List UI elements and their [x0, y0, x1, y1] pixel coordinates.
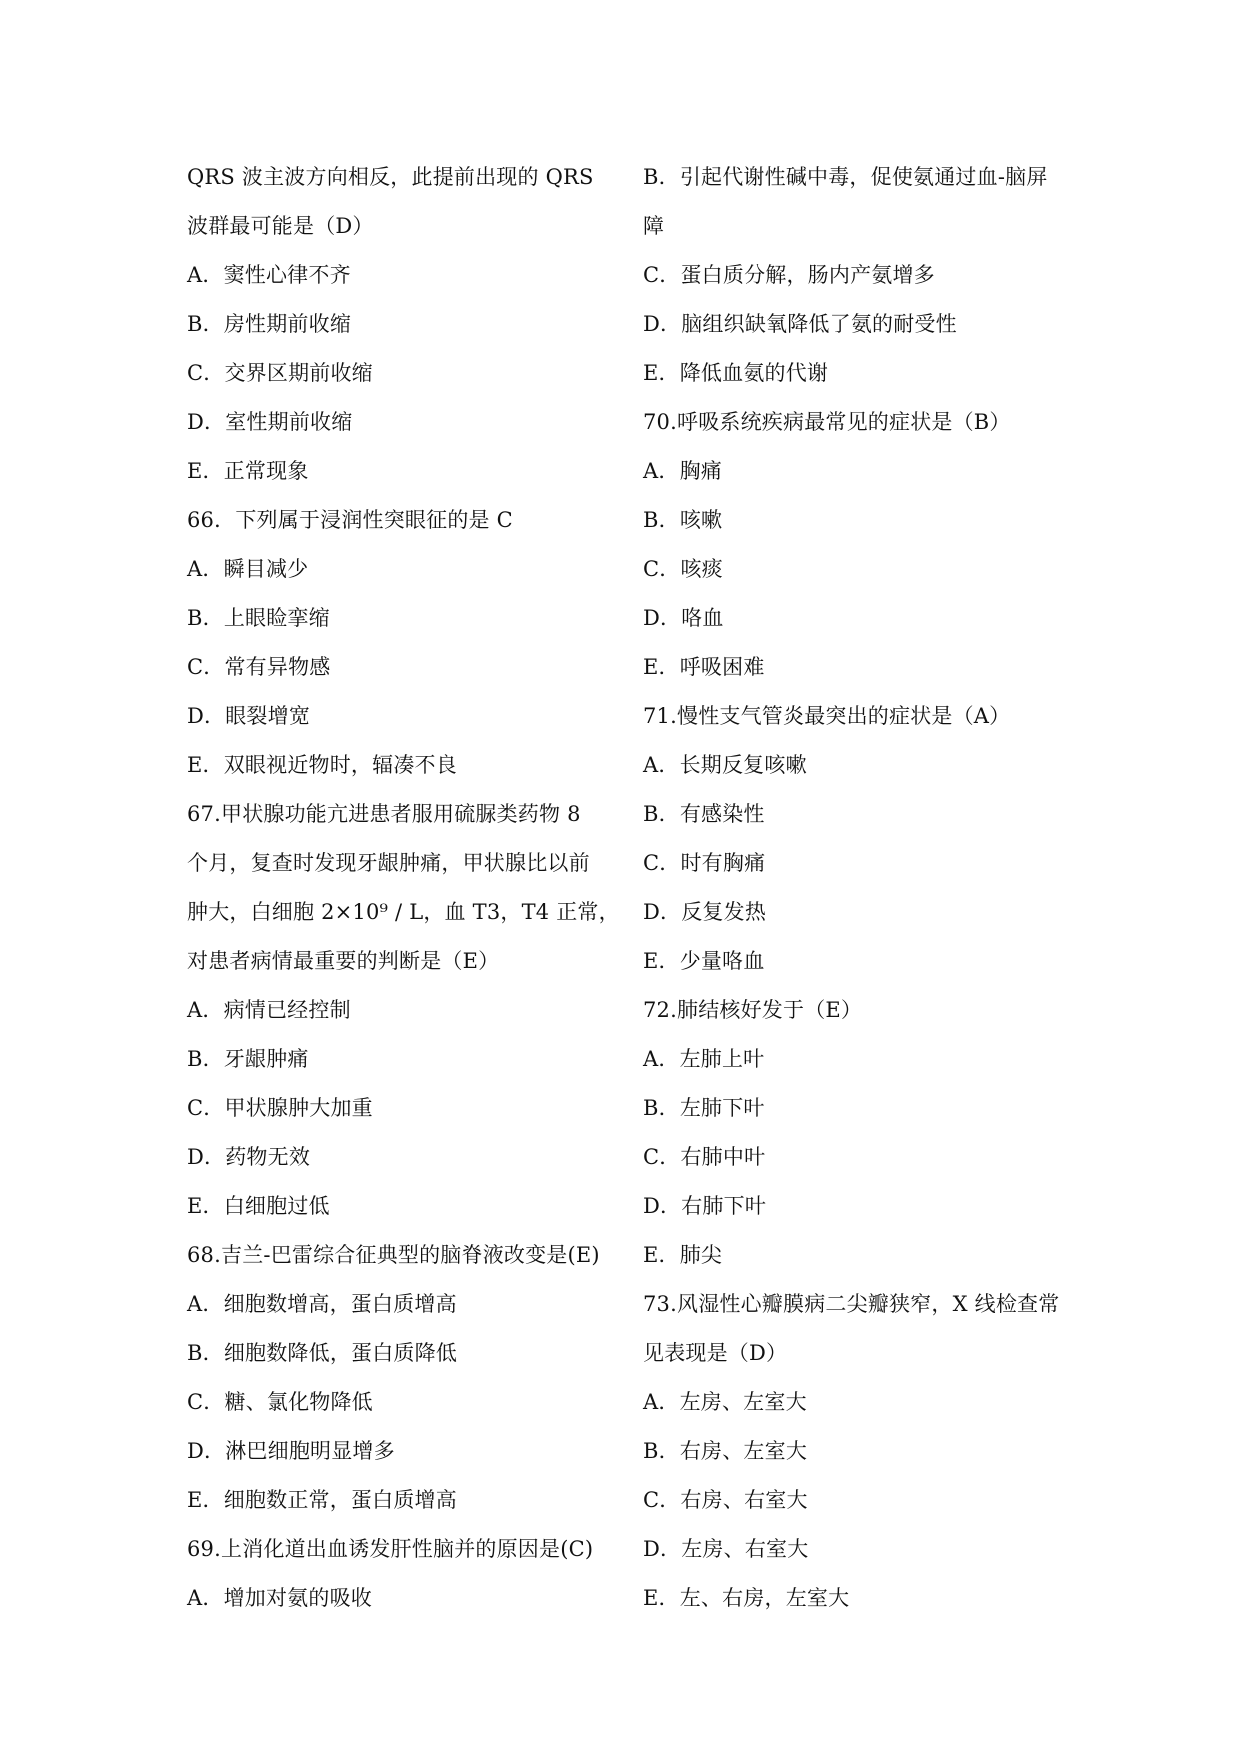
text-line: E．细胞数正常，蛋白质增高 [187, 1488, 457, 1512]
text-line: E．少量咯血 [643, 949, 765, 973]
text-line: D．淋巴细胞明显增多 [187, 1439, 395, 1463]
text-line: B．左肺下叶 [643, 1096, 765, 1120]
question-title: 68.吉兰-巴雷综合征典型的脑脊液改变是(E) [187, 1243, 600, 1267]
right-column [643, 153, 1073, 1623]
text-line: A．瞬目减少 [187, 557, 309, 581]
text-line: A．细胞数增高，蛋白质增高 [187, 1292, 457, 1316]
text-line: D．室性期前收缩 [187, 410, 353, 434]
question-title: 66．下列属于浸润性突眼征的是 C [187, 508, 513, 532]
text-line: E．白细胞过低 [187, 1194, 330, 1218]
text-line: A．左房、左室大 [643, 1390, 807, 1414]
text-line: B．咳嗽 [643, 508, 723, 532]
text-line: C．右房、右室大 [643, 1488, 808, 1512]
text-line: D．眼裂增宽 [187, 704, 311, 728]
text-line: C．甲状腺肿大加重 [187, 1096, 373, 1120]
text-line: D．右肺下叶 [643, 1194, 767, 1218]
text-line: A．长期反复咳嗽 [643, 753, 807, 777]
text-line: B．细胞数降低，蛋白质降低 [187, 1341, 458, 1365]
left-column [187, 153, 620, 1623]
question-title: 70.呼吸系统疾病最常见的症状是（B） [643, 410, 1011, 434]
text-line: E．双眼视近物时，辐凑不良 [187, 753, 457, 777]
text-line: D．反复发热 [643, 900, 767, 924]
text-line: 对患者病情最重要的判断是（E） [187, 949, 500, 973]
question-title: 71.慢性支气管炎最突出的症状是（A） [643, 704, 1011, 728]
question-title: 67.甲状腺功能亢进患者服用硫脲类药物 8 [187, 802, 581, 826]
text-line: E．左、右房，左室大 [643, 1586, 850, 1610]
text-line: B．引起代谢性碱中毒，促使氨通过血-脑屏 [643, 165, 1048, 189]
text-line: 障 [643, 214, 665, 238]
text-line: A．窦性心律不齐 [187, 263, 351, 287]
text-line: E．肺尖 [643, 1243, 723, 1267]
question-title: 73.风湿性心瓣膜病二尖瓣狭窄，X 线检查常 [643, 1292, 1060, 1316]
question-title: 69.上消化道出血诱发肝性脑并的原因是(C) [187, 1537, 594, 1561]
text-line: 波群最可能是（D） [187, 214, 374, 238]
text-line: B．上眼睑挛缩 [187, 606, 330, 630]
text-line: C．时有胸痛 [643, 851, 766, 875]
text-line: QRS 波主波方向相反，此提前出现的 QRS [187, 165, 594, 189]
text-line: D．咯血 [643, 606, 724, 630]
text-line: A．病情已经控制 [187, 998, 351, 1022]
text-line: D．左房、右室大 [643, 1537, 809, 1561]
text-line: C．右肺中叶 [643, 1145, 766, 1169]
text-line: B．右房、左室大 [643, 1439, 808, 1463]
text-line: A．胸痛 [643, 459, 722, 483]
text-line: 个月，复查时发现牙龈肿痛，甲状腺比以前 [187, 851, 590, 875]
text-line: A．左肺上叶 [643, 1047, 765, 1071]
text-line: B．牙龈肿痛 [187, 1047, 309, 1071]
text-line: D．脑组织缺氧降低了氨的耐受性 [643, 312, 957, 336]
text-line: C．交界区期前收缩 [187, 361, 373, 385]
text-line: B．有感染性 [643, 802, 765, 826]
text-line: C．咳痰 [643, 557, 723, 581]
question-title: 72.肺结核好发于（E） [643, 998, 863, 1022]
text-line: E．降低血氨的代谢 [643, 361, 829, 385]
text-line: C．蛋白质分解，肠内产氨增多 [643, 263, 935, 287]
text-line: C．糖、氯化物降低 [187, 1390, 373, 1414]
text-line: E．呼吸困难 [643, 655, 765, 679]
text-line: C．常有异物感 [187, 655, 331, 679]
text-line: 见表现是（D） [643, 1341, 788, 1365]
text-line: D．药物无效 [187, 1145, 311, 1169]
text-line: 肿大，白细胞 2×10⁹ / L，血 T3，T4 正常， [187, 900, 620, 924]
text-line: E．正常现象 [187, 459, 309, 483]
text-line: B．房性期前收缩 [187, 312, 352, 336]
text-line: A．增加对氨的吸收 [187, 1586, 372, 1610]
